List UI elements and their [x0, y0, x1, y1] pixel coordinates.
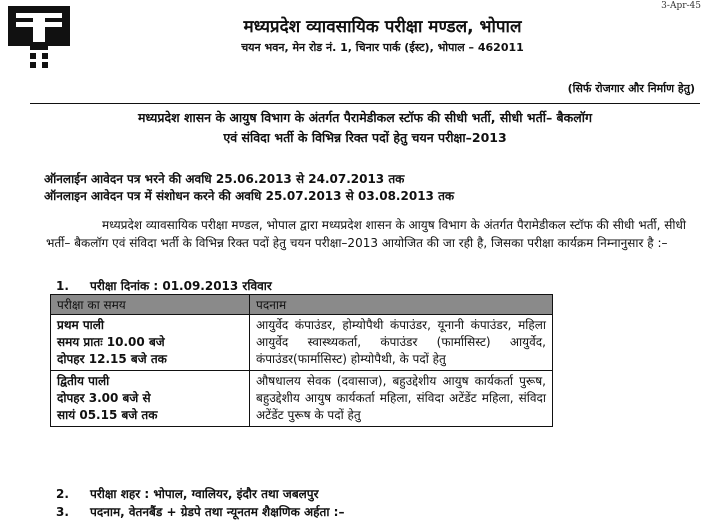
circulation-note: (सिर्फ रोजगार और निर्माण हेतु): [567, 82, 695, 95]
notice-title-line-1: मध्यप्रदेश शासन के आयुष विभाग के अंतर्गत पैरामेडीकल स्टॉफ की सीधी भर्ती, सीधी भर्ती– बैकलॉग: [137, 110, 593, 125]
section-number: 1.: [56, 279, 69, 293]
organization-name: मध्यप्रदेश व्यावसायिक परीक्षा मण्डल, भोपाल: [243, 17, 522, 37]
exam-schedule-table: [50, 294, 553, 427]
posts-cell: आयुर्वेद कंपाउंडर, होम्योपैथी कंपाउंडर, यूनानी कंपाउंडर, महिला आयुर्वेद स्वास्थ्यकर्ता, कंपाउंडर (फार्मासिस्ट) आयुर्वेद, कंपाउंडर(फार्मासिस्ट) होम्योपैथी, के पदों हेतु: [250, 315, 553, 371]
shift-end: सायं 05.15 बजे तक: [57, 408, 158, 422]
intro-paragraph: मध्यप्रदेश व्यावसायिक परीक्षा मण्डल, भोपाल द्वारा मध्यप्रदेश शासन के आयुष विभाग के अंतर्गत पैरामेडीकल स्टॉफ की सीधी भर्ती, सीधी भर्ती– बैकलॉग एवं संविदा भर्ती के विभिन्न रिक्त पदों हेतु चयन परीक्षा–2013 आयोजित की जा रही है, जिसका परीक्षा कार्यक्रम निम्नानुसार है :–: [46, 218, 686, 250]
exam-date-label: परीक्षा दिनांक : 01.09.2013 रविवार: [90, 279, 272, 293]
section-number: 2.: [56, 487, 69, 501]
table-header-row: [51, 295, 553, 315]
column-header-post: पदनाम: [250, 295, 553, 315]
shift-start: दोपहर 3.00 बजे से: [57, 391, 151, 405]
table-row: [51, 371, 553, 427]
header-divider: [30, 103, 700, 104]
notice-title: [30, 108, 700, 148]
posts-cell: औषधालय सेवक (दवासाज), बहुउद्देशीय आयुष कार्यकर्ता पुरूष, बहुउद्देशीय आयुष कार्यकर्ता महिला, संविदा अटेंडेंट महिला, संविदा अटेंडेंट पुरूष के पदों हेतु: [250, 371, 553, 427]
shift-title: द्वितीय पाली: [57, 374, 110, 388]
column-header-time: परीक्षा का समय: [51, 295, 250, 315]
shift-start: समय प्रातः 10.00 बजे: [57, 335, 165, 349]
section-number: 3.: [56, 505, 69, 519]
section-exam-date: [56, 277, 272, 294]
notice-title-line-2: एवं संविदा भर्ती के विभिन्न रिक्त पदों हेतु चयन परीक्षा–2013: [223, 130, 507, 145]
organization-address: चयन भवन, मेन रोड नं. 1, चिनार पार्क (ईस्ट), भोपाल – 462011: [241, 41, 524, 54]
section-exam-cities: [56, 485, 319, 502]
shift-end: दोपहर 12.15 बजे तक: [57, 352, 167, 366]
section-post-details: [56, 503, 344, 520]
application-period: ऑनलाईन आवेदन पत्र भरने की अवधि 25.06.2013 से 24.07.2013 तक: [44, 172, 405, 186]
correction-period: ऑनलाइन आवेदन पत्र में संशोधन करने की अवधि 25.07.2013 से 03.08.2013 तक: [44, 189, 455, 203]
exam-cities-label: परीक्षा शहर : भोपाल, ग्वालियर, इंदौर तथा जबलपुर: [90, 487, 319, 501]
shift-time-cell: [51, 315, 250, 371]
page-reference: 3-Apr-45: [661, 1, 701, 11]
shift-title: प्रथम पाली: [57, 318, 105, 332]
shift-time-cell: [51, 371, 250, 427]
table-row: [51, 315, 553, 371]
post-details-label: पदनाम, वेतनबैंड + ग्रेडपे तथा न्यूनतम शैक्षणिक अर्हता :–: [90, 505, 345, 519]
